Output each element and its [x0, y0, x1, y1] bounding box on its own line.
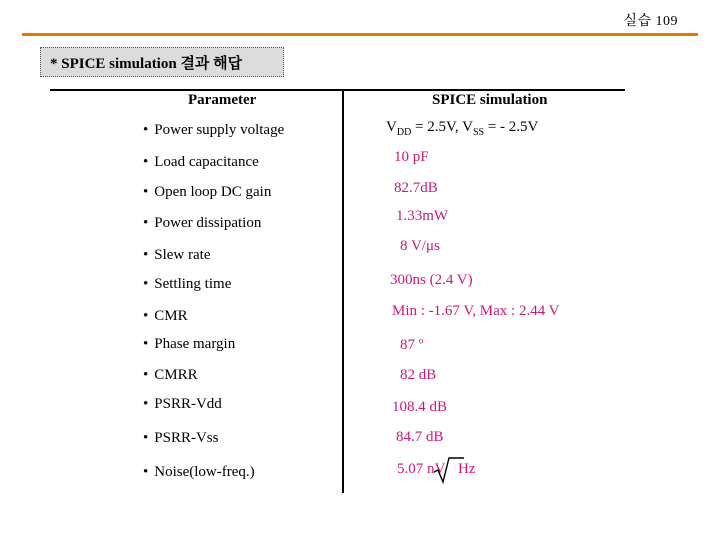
- table-top-rule: [50, 89, 625, 91]
- param-cmr: [143, 308, 188, 325]
- param-label: Settling time: [154, 276, 232, 292]
- value-psrr-vss: 84.7 dB: [396, 429, 444, 445]
- value-subscript: DD: [396, 127, 412, 138]
- bullet: •: [143, 308, 149, 324]
- param-label: Noise(low-freq.): [154, 464, 255, 480]
- param-slew-rate: [143, 247, 211, 264]
- value-power-supply-voltage: [386, 119, 538, 138]
- param-power-supply-voltage: [143, 122, 284, 139]
- bullet: •: [143, 367, 149, 383]
- value-subscript: SS: [472, 127, 485, 138]
- value-psrr-vdd: 108.4 dB: [392, 399, 448, 415]
- param-open-loop-dc-gain: [143, 184, 271, 201]
- value-cmrr: 82 dB: [400, 367, 437, 383]
- param-label: CMRR: [154, 367, 198, 383]
- param-label: Power dissipation: [154, 215, 262, 231]
- param-cmrr: [143, 367, 198, 384]
- param-label: Phase margin: [154, 336, 236, 352]
- bullet: •: [143, 122, 149, 138]
- bullet: •: [143, 336, 149, 352]
- bullet: •: [143, 396, 149, 412]
- param-label: Slew rate: [154, 247, 211, 263]
- value-text: = - 2.5V: [484, 119, 539, 135]
- param-psrr-vdd: [143, 396, 222, 413]
- square-root-icon: [434, 456, 454, 484]
- header-divider: [22, 33, 698, 36]
- value-text: 5.07 nV: [397, 461, 446, 477]
- param-noise-low-freq: [143, 464, 255, 481]
- value-open-loop-dc-gain: 82.7dB: [394, 180, 438, 196]
- page-title: 실습 109: [623, 14, 678, 29]
- param-label: Power supply voltage: [154, 122, 285, 138]
- value-text: = 2.5V, V: [411, 119, 473, 135]
- value-slew-rate: 8 V/μs: [400, 238, 440, 254]
- value-noise-unit: Hz: [458, 461, 476, 477]
- bullet: •: [143, 464, 149, 480]
- value-phase-margin: 87 º: [400, 337, 424, 353]
- param-phase-margin: [143, 336, 235, 353]
- value-load-capacitance: 10 pF: [394, 149, 429, 165]
- param-power-dissipation: [143, 215, 261, 232]
- column-header-parameter: Parameter: [188, 92, 257, 108]
- value-cmr: Min : -1.67 V, Max : 2.44 V: [392, 303, 560, 319]
- value-power-dissipation: 1.33mW: [396, 208, 449, 224]
- bullet: •: [143, 154, 149, 170]
- param-load-capacitance: [143, 154, 259, 171]
- param-label: Open loop DC gain: [154, 184, 272, 200]
- section-label: * SPICE simulation 결과 해답: [50, 56, 243, 72]
- param-label: PSRR-Vss: [154, 430, 219, 446]
- bullet: •: [143, 276, 149, 292]
- bullet: •: [143, 184, 149, 200]
- param-label: CMR: [154, 308, 188, 324]
- bullet: •: [143, 215, 149, 231]
- bullet: •: [143, 430, 149, 446]
- column-header-spice-simulation: SPICE simulation: [432, 92, 548, 108]
- value-settling-time: 300ns (2.4 V): [390, 272, 473, 288]
- param-settling-time: [143, 276, 231, 293]
- param-psrr-vss: [143, 430, 218, 447]
- value-text: V: [386, 119, 397, 135]
- param-label: PSRR-Vdd: [154, 396, 222, 412]
- bullet: •: [143, 247, 149, 263]
- param-label: Load capacitance: [154, 154, 259, 170]
- column-divider: [342, 89, 344, 493]
